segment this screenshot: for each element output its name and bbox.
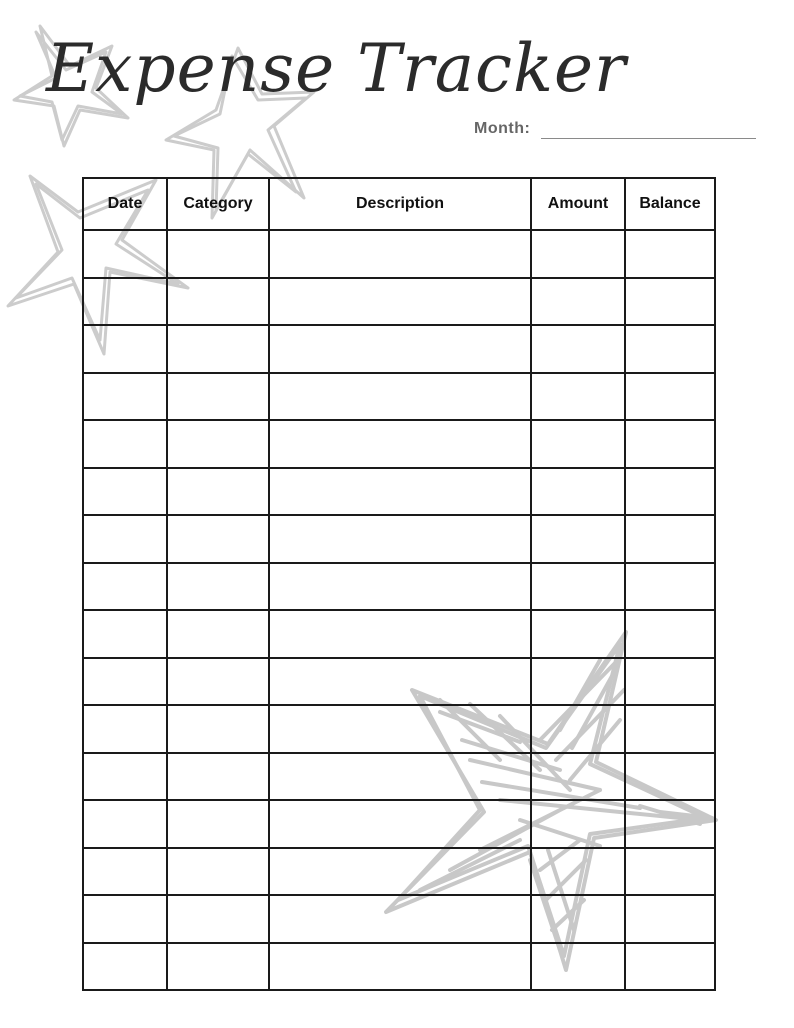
cell-description[interactable] — [269, 800, 531, 848]
cell-amount[interactable] — [531, 563, 625, 611]
table-row — [83, 658, 715, 706]
cell-description[interactable] — [269, 610, 531, 658]
cell-date[interactable] — [83, 373, 167, 421]
cell-category[interactable] — [167, 705, 269, 753]
cell-amount[interactable] — [531, 610, 625, 658]
table-row — [83, 563, 715, 611]
cell-amount[interactable] — [531, 373, 625, 421]
cell-date[interactable] — [83, 230, 167, 278]
table-row — [83, 753, 715, 801]
cell-balance[interactable] — [625, 230, 715, 278]
cell-category[interactable] — [167, 848, 269, 896]
cell-description[interactable] — [269, 515, 531, 563]
cell-description[interactable] — [269, 658, 531, 706]
cell-amount[interactable] — [531, 325, 625, 373]
table-row — [83, 278, 715, 326]
cell-balance[interactable] — [625, 325, 715, 373]
cell-amount[interactable] — [531, 705, 625, 753]
cell-amount[interactable] — [531, 658, 625, 706]
cell-description[interactable] — [269, 895, 531, 943]
cell-category[interactable] — [167, 278, 269, 326]
month-field[interactable] — [474, 118, 756, 142]
cell-category[interactable] — [167, 563, 269, 611]
cell-balance[interactable] — [625, 373, 715, 421]
cell-description[interactable] — [269, 563, 531, 611]
table-row — [83, 895, 715, 943]
cell-balance[interactable] — [625, 753, 715, 801]
month-label: Month: — [474, 120, 531, 137]
cell-category[interactable] — [167, 895, 269, 943]
cell-balance[interactable] — [625, 563, 715, 611]
cell-amount[interactable] — [531, 943, 625, 991]
cell-date[interactable] — [83, 943, 167, 991]
cell-category[interactable] — [167, 753, 269, 801]
cell-amount[interactable] — [531, 278, 625, 326]
cell-date[interactable] — [83, 848, 167, 896]
cell-balance[interactable] — [625, 610, 715, 658]
table-row — [83, 800, 715, 848]
cell-date[interactable] — [83, 515, 167, 563]
table-row — [83, 848, 715, 896]
cell-category[interactable] — [167, 420, 269, 468]
table-body — [83, 230, 715, 990]
cell-balance[interactable] — [625, 515, 715, 563]
expense-table — [82, 177, 716, 991]
table-row — [83, 705, 715, 753]
cell-date[interactable] — [83, 895, 167, 943]
cell-date[interactable] — [83, 658, 167, 706]
cell-category[interactable] — [167, 658, 269, 706]
cell-category[interactable] — [167, 373, 269, 421]
column-header-description: Description — [269, 178, 531, 230]
cell-amount[interactable] — [531, 230, 625, 278]
table-row — [83, 468, 715, 516]
cell-description[interactable] — [269, 278, 531, 326]
cell-balance[interactable] — [625, 278, 715, 326]
table-header-row — [83, 178, 715, 230]
cell-date[interactable] — [83, 278, 167, 326]
cell-amount[interactable] — [531, 895, 625, 943]
cell-category[interactable] — [167, 610, 269, 658]
cell-category[interactable] — [167, 468, 269, 516]
cell-description[interactable] — [269, 753, 531, 801]
cell-balance[interactable] — [625, 895, 715, 943]
cell-amount[interactable] — [531, 468, 625, 516]
table-row — [83, 610, 715, 658]
table-row — [83, 420, 715, 468]
cell-date[interactable] — [83, 420, 167, 468]
cell-date[interactable] — [83, 800, 167, 848]
month-input-line[interactable] — [541, 138, 756, 139]
cell-amount[interactable] — [531, 848, 625, 896]
cell-balance[interactable] — [625, 943, 715, 991]
cell-balance[interactable] — [625, 658, 715, 706]
cell-amount[interactable] — [531, 800, 625, 848]
cell-date[interactable] — [83, 610, 167, 658]
table-row — [83, 373, 715, 421]
cell-date[interactable] — [83, 753, 167, 801]
cell-description[interactable] — [269, 848, 531, 896]
cell-date[interactable] — [83, 705, 167, 753]
cell-category[interactable] — [167, 943, 269, 991]
column-header-date: Date — [83, 178, 167, 230]
cell-category[interactable] — [167, 515, 269, 563]
cell-category[interactable] — [167, 800, 269, 848]
cell-date[interactable] — [83, 563, 167, 611]
cell-amount[interactable] — [531, 420, 625, 468]
cell-date[interactable] — [83, 325, 167, 373]
cell-amount[interactable] — [531, 753, 625, 801]
table-row — [83, 515, 715, 563]
cell-description[interactable] — [269, 420, 531, 468]
table-row — [83, 943, 715, 991]
table-row — [83, 325, 715, 373]
cell-description[interactable] — [269, 468, 531, 516]
cell-description[interactable] — [269, 373, 531, 421]
column-header-amount: Amount — [531, 178, 625, 230]
cell-amount[interactable] — [531, 515, 625, 563]
cell-category[interactable] — [167, 230, 269, 278]
cell-description[interactable] — [269, 705, 531, 753]
cell-description[interactable] — [269, 230, 531, 278]
table-row — [83, 230, 715, 278]
cell-balance[interactable] — [625, 800, 715, 848]
column-header-category: Category — [167, 178, 269, 230]
cell-category[interactable] — [167, 325, 269, 373]
cell-date[interactable] — [83, 468, 167, 516]
column-header-balance: Balance — [625, 178, 715, 230]
cell-balance[interactable] — [625, 420, 715, 468]
cell-balance[interactable] — [625, 705, 715, 753]
cell-balance[interactable] — [625, 848, 715, 896]
cell-description[interactable] — [269, 943, 531, 991]
cell-description[interactable] — [269, 325, 531, 373]
cell-balance[interactable] — [625, 468, 715, 516]
page-title: Expense Tracker — [46, 30, 627, 107]
